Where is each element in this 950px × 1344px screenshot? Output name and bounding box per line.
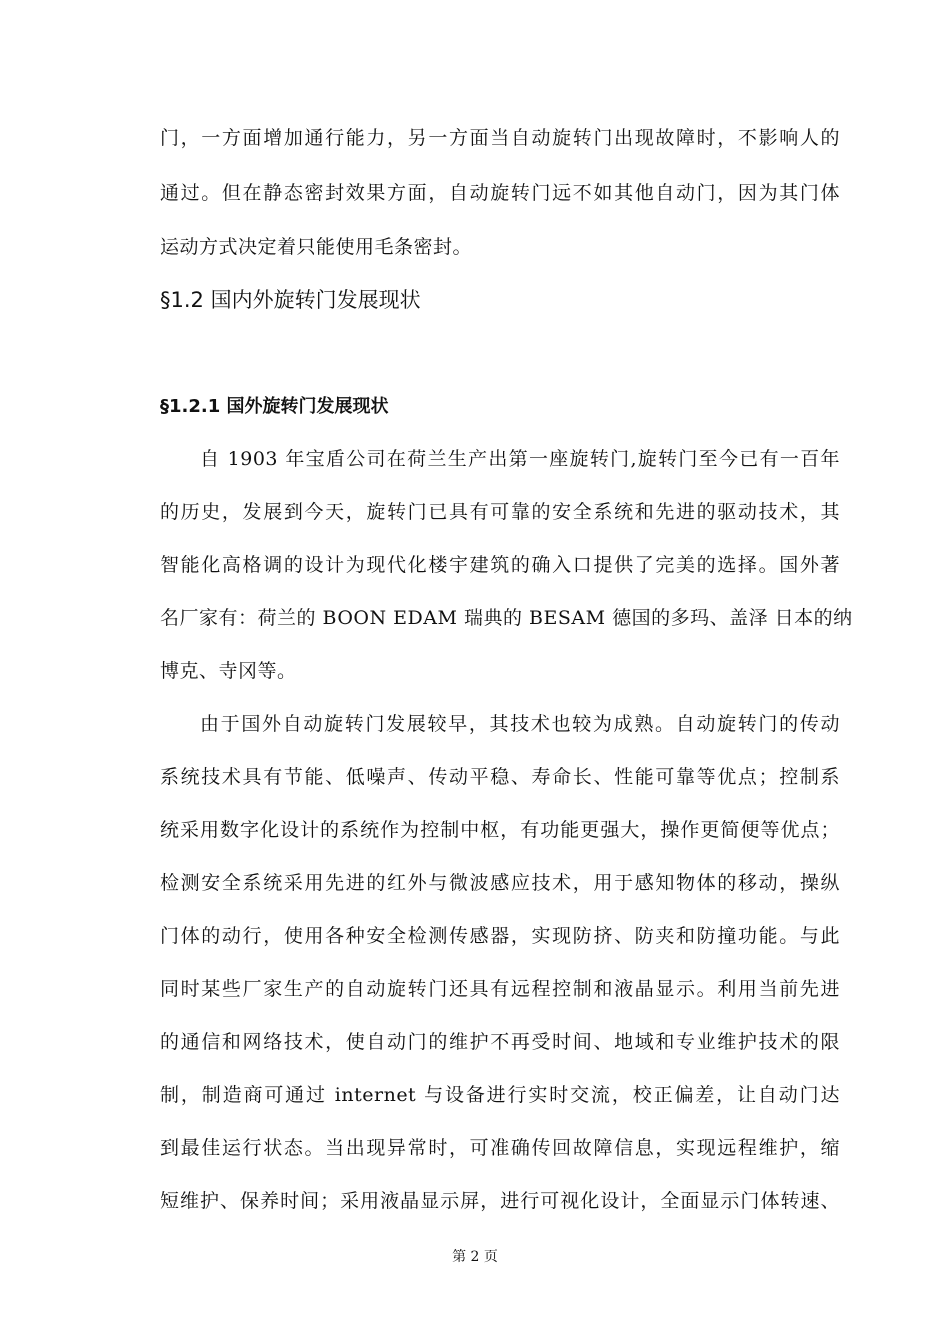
para2-line-4: 检测安全系统采用先进的红外与微波感应技术，用于感知物体的移动，操纵: [160, 872, 840, 894]
para2-line-10: 短维护、保养时间；采用液晶显示屏，进行可视化设计，全面显示门体转速、: [160, 1190, 840, 1212]
para1-line-3: 智能化高格调的设计为现代化楼宇建筑的确入口提供了完美的选择。国外著: [160, 554, 840, 576]
subsection-heading: §1.2.1 国外旋转门发展现状: [160, 396, 389, 417]
page-number-footer: 第 2 页: [452, 1249, 498, 1265]
para2-line-8: 制，制造商可通过 internet 与设备进行实时交流，校正偏差，让自动门达: [160, 1084, 840, 1106]
para2-line-5: 门体的动行，使用各种安全检测传感器，实现防挤、防夹和防撞功能。与此: [160, 925, 840, 947]
section-heading: §1.2 国内外旋转门发展现状: [160, 288, 421, 312]
para2-line-3: 统采用数字化设计的系统作为控制中枢，有功能更强大，操作更简便等优点；: [160, 819, 840, 841]
para1-line-2: 的历史，发展到今天，旋转门已具有可靠的安全系统和先进的驱动技术，其: [160, 501, 840, 523]
para1-line-5: 博克、寺冈等。: [160, 660, 297, 682]
intro-line-1: 门，一方面增加通行能力，另一方面当自动旋转门出现故障时，不影响人的: [160, 127, 840, 149]
para2-line-9: 到最佳运行状态。当出现异常时，可准确传回故障信息，实现远程维护，缩: [160, 1137, 840, 1159]
para1-line-4: 名厂家有：荷兰的 BOON EDAM 瑞典的 BESAM 德国的多玛、盖泽 日本的纳: [160, 607, 853, 629]
intro-line-2: 通过。但在静态密封效果方面，自动旋转门远不如其他自动门，因为其门体: [160, 182, 840, 204]
para2-line-2: 系统技术具有节能、低噪声、传动平稳、寿命长、性能可靠等优点；控制系: [160, 766, 840, 788]
para2-line-1: 由于国外自动旋转门发展较早，其技术也较为成熟。自动旋转门的传动: [200, 713, 840, 735]
intro-line-3: 运动方式决定着只能使用毛条密封。: [160, 236, 473, 258]
para1-line-1: 自 1903 年宝盾公司在荷兰生产出第一座旋转门,旋转门至今已有一百年: [200, 448, 840, 470]
para2-line-6: 同时某些厂家生产的自动旋转门还具有远程控制和液晶显示。利用当前先进: [160, 978, 840, 1000]
para2-line-7: 的通信和网络技术，使自动门的维护不再受时间、地域和专业维护技术的限: [160, 1031, 840, 1053]
